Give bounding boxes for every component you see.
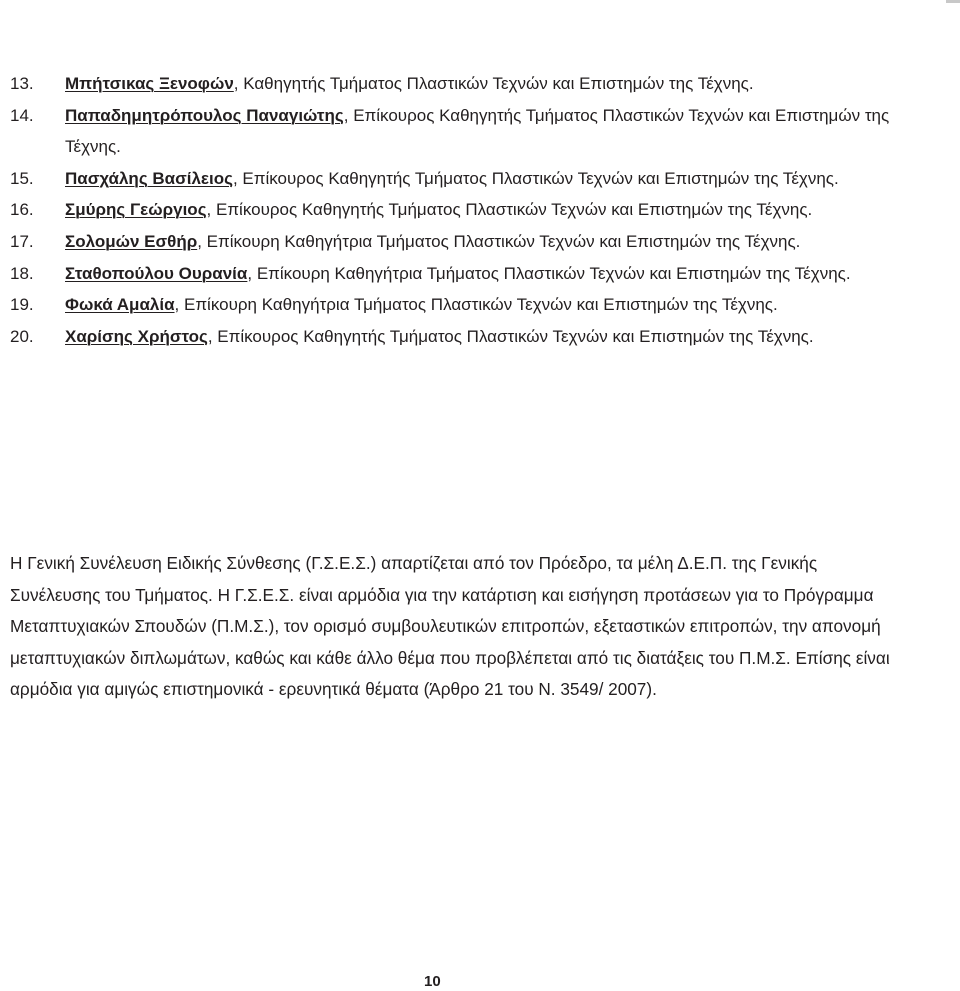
list-item: [10, 226, 890, 258]
list-item: [10, 194, 890, 226]
page-corner-mark: [946, 0, 960, 3]
item-text: [65, 100, 890, 163]
list-item: [10, 163, 890, 195]
item-number: 13.: [10, 74, 34, 93]
member-title: , Καθηγητής Τμήματος Πλαστικών Τεχνών και Επιστημών της Τέχνης.: [233, 74, 754, 93]
member-title: , Επίκουρος Καθηγητής Τμήματος Πλαστικών Τεχνών και Επιστημών της Τέχνης.: [65, 105, 890, 157]
item-text: [65, 321, 890, 353]
member-title: , Επίκουρος Καθηγητής Τμήματος Πλαστικών Τεχνών και Επιστημών της Τέχνης.: [207, 326, 814, 346]
item-number: 16.: [10, 200, 34, 220]
member-name: Παπαδημητρόπουλος Παναγιώτης: [65, 105, 344, 125]
member-title: , Επίκουρη Καθηγήτρια Τμήματος Πλαστικών Τεχνών και Επιστημών της Τέχνης.: [247, 263, 851, 283]
page-number: 10: [424, 973, 441, 990]
member-name: Σμύρης Γεώργιος: [65, 200, 207, 220]
list-item: [10, 258, 890, 290]
item-number: 15.: [10, 168, 34, 188]
member-name: Σταθοπούλου Ουρανία: [65, 263, 248, 283]
item-text: [65, 68, 890, 100]
member-name: Χαρίσης Χρήστος: [65, 326, 208, 346]
list-item: [10, 289, 890, 321]
item-text: [65, 163, 890, 195]
item-number: 20.: [10, 326, 34, 346]
list-item: [10, 321, 890, 353]
member-title: , Επίκουρος Καθηγητής Τμήματος Πλαστικών Τεχνών και Επιστημών της Τέχνης.: [206, 200, 813, 220]
item-text: [65, 226, 890, 258]
faculty-member-list: [10, 68, 890, 352]
member-name: Φωκά Αμαλία: [65, 295, 175, 315]
item-number: 17.: [10, 231, 34, 251]
item-number: 14.: [10, 105, 34, 125]
item-text: [65, 194, 890, 226]
member-name: Μπήτσικας Ξενοφών: [65, 74, 234, 93]
item-number: 19.: [10, 295, 34, 315]
member-name: Πασχάλης Βασίλειος: [65, 168, 233, 188]
item-number: 18.: [10, 263, 34, 283]
member-title: , Επίκουρη Καθηγήτρια Τμήματος Πλαστικών Τεχνών και Επιστημών της Τέχνης.: [174, 295, 778, 315]
item-text: [65, 258, 890, 290]
member-title: , Επίκουρος Καθηγητής Τμήματος Πλαστικών Τεχνών και Επιστημών της Τέχνης.: [232, 168, 839, 188]
list-item: [10, 100, 890, 163]
member-name: Σολομών Εσθήρ: [65, 231, 198, 251]
general-assembly-paragraph: Η Γενική Συνέλευση Ειδικής Σύνθεσης (Γ.Σ.Ε.Σ.) απαρτίζεται από τον Πρόεδρο, τα μέλη Δ.Ε.Π. της Γενικής Συνέλευσης του Τμήματος. Η Γ.Σ.Ε.Σ. είναι αρμόδια για την κατάρτιση και εισήγηση προτάσεων για το Πρόγραμμα Μεταπτυχιακών Σπουδών (Π.Μ.Σ.), τον ορισμό συμβουλευτικών επιτροπών, εξεταστικών επιτροπών, την απονομή μεταπτυχιακών διπλωμάτων, καθώς και κάθε άλλο θέμα που προβλέπεται από τις διατάξεις του Π.Μ.Σ. Επίσης είναι αρμόδια για αμιγώς επιστημονικά - ερευνητικά θέματα (Άρθρο 21 του Ν. 3549/ 2007).: [10, 553, 890, 700]
item-text: [65, 289, 890, 321]
list-item: [10, 68, 890, 100]
member-title: , Επίκουρη Καθηγήτρια Τμήματος Πλαστικών Τεχνών και Επιστημών της Τέχνης.: [197, 231, 801, 251]
